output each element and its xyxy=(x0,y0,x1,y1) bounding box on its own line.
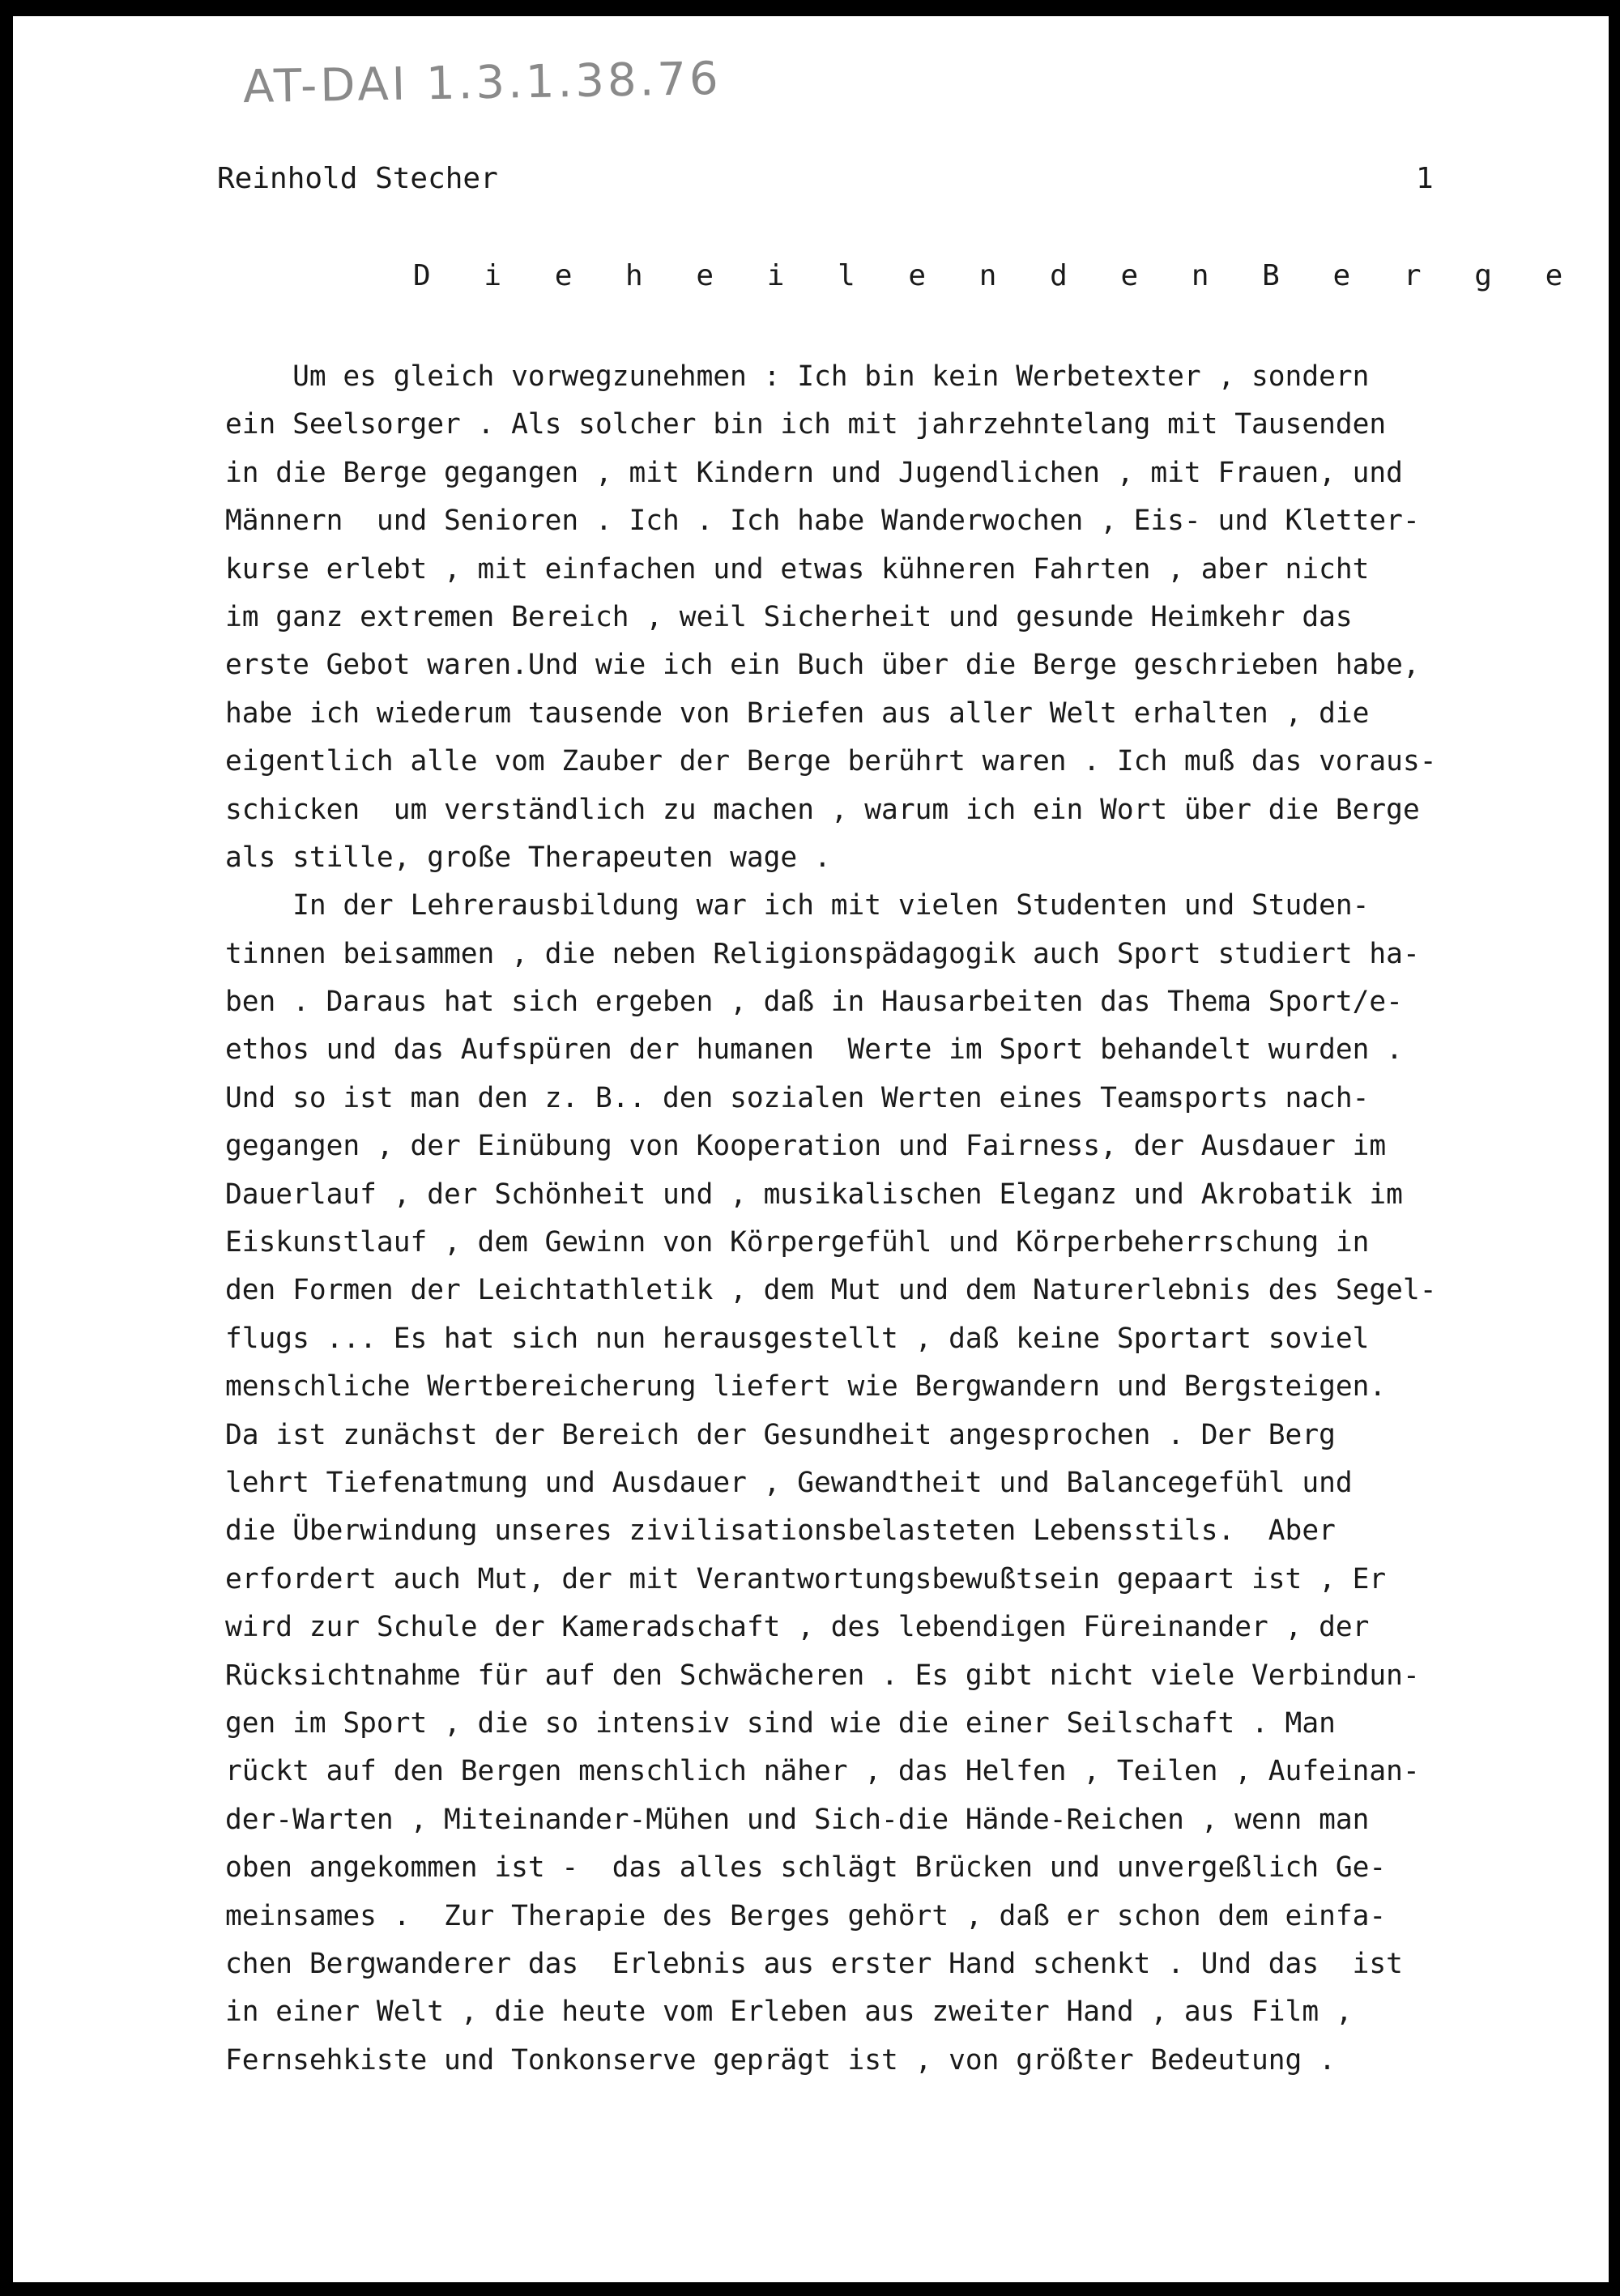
text-line: eigentlich alle vom Zauber der Berge berührt waren . Ich muß das voraus- xyxy=(225,745,1437,778)
text-line: in einer Welt , die heute vom Erleben aus zweiter Hand , aus Film , xyxy=(225,1996,1353,2029)
text-line: im ganz extremen Bereich , weil Sicherheit und gesunde Heimkehr das xyxy=(225,600,1353,633)
text-line: Da ist zunächst der Bereich der Gesundheit angesprochen . Der Berg xyxy=(225,1418,1336,1451)
text-line: ein Seelsorger . Als solcher bin ich mit jahrzehntelang mit Tausenden xyxy=(225,408,1387,441)
scan-border-bottom xyxy=(0,2282,1620,2296)
text-line: Eiskunstlauf , dem Gewinn von Körpergefühl und Körperbeherrschung in xyxy=(225,1226,1370,1259)
author-name: Reinhold Stecher xyxy=(217,162,498,195)
text-line: chen Bergwanderer das Erlebnis aus erster Hand schenkt . Und das ist xyxy=(225,1947,1403,1980)
text-line: In der Lehrerausbildung war ich mit vielen Studenten und Studen- xyxy=(225,889,1370,922)
scan-border-left xyxy=(0,0,13,2296)
archive-signature: AT-DAI 1.3.1.38.76 xyxy=(242,52,723,114)
text-line: erste Gebot waren.Und wie ich ein Buch über die Berge geschrieben habe, xyxy=(225,649,1420,682)
text-line: schicken um verständlich zu machen , warum ich ein Wort über die Berge xyxy=(225,793,1420,826)
text-line: als stille, große Therapeuten wage . xyxy=(225,841,831,874)
text-line: rückt auf den Bergen menschlich näher , das Helfen , Teilen , Aufeinan- xyxy=(225,1755,1420,1788)
text-line: flugs ... Es hat sich nun herausgestellt , daß keine Sportart soviel xyxy=(225,1322,1370,1355)
text-line: meinsames . Zur Therapie des Berges gehört , daß er schon dem einfa- xyxy=(225,1899,1387,1932)
text-line: erfordert auch Mut, der mit Verantwortungsbewußtsein gepaart ist , Er xyxy=(225,1562,1387,1595)
text-line: Fernsehkiste und Tonkonserve geprägt ist , von größter Bedeutung . xyxy=(225,2043,1336,2077)
text-line: Männern und Senioren . Ich . Ich habe Wanderwochen , Eis- und Kletter- xyxy=(225,505,1420,538)
text-line: oben angekommen ist - das alles schlägt Brücken und unvergeßlich Ge- xyxy=(225,1851,1387,1885)
text-line: Dauerlauf , der Schönheit und , musikalischen Eleganz und Akrobatik im xyxy=(225,1178,1403,1211)
text-line: die Überwindung unseres zivilisationsbelasteten Lebensstils. Aber xyxy=(225,1514,1336,1548)
page-number: 1 xyxy=(1416,162,1434,195)
text-line: ethos und das Aufspüren der humanen Werte im Sport behandelt wurden . xyxy=(225,1033,1403,1067)
text-line: gen im Sport , die so intensiv sind wie die einer Seilschaft . Man xyxy=(225,1706,1336,1740)
document-title: D i e h e i l e n d e n B e r g e xyxy=(413,259,1581,292)
text-line: Rücksichtnahme für auf den Schwächeren . Es gibt nicht viele Verbindun- xyxy=(225,1659,1420,1692)
text-line: Um es gleich vorwegzunehmen : Ich bin kein Werbetexter , sondern xyxy=(225,360,1370,393)
text-line: der-Warten , Miteinander-Mühen und Sich-die Hände-Reichen , wenn man xyxy=(225,1803,1370,1836)
text-line: menschliche Wertbereicherung liefert wie Bergwandern und Bergsteigen. xyxy=(225,1370,1387,1404)
text-line: gegangen , der Einübung von Kooperation und Fairness, der Ausdauer im xyxy=(225,1130,1387,1163)
text-line: den Formen der Leichtathletik , dem Mut und dem Naturerlebnis des Segel- xyxy=(225,1274,1437,1307)
body-text xyxy=(225,353,1602,2085)
scan-border-top xyxy=(0,0,1620,16)
text-line: in die Berge gegangen , mit Kindern und Jugendlichen , mit Frauen, und xyxy=(225,456,1403,489)
text-line: tinnen beisammen , die neben Religionspädagogik auch Sport studiert ha- xyxy=(225,937,1420,970)
text-line: lehrt Tiefenatmung und Ausdauer , Gewandtheit und Balancegefühl und xyxy=(225,1466,1353,1499)
text-line: kurse erlebt , mit einfachen und etwas kühneren Fahrten , aber nicht xyxy=(225,552,1370,586)
text-line: ben . Daraus hat sich ergeben , daß in Hausarbeiten das Thema Sport/e- xyxy=(225,986,1403,1019)
scan-border-right xyxy=(1609,0,1620,2296)
text-line: habe ich wiederum tausende von Briefen aus aller Welt erhalten , die xyxy=(225,696,1370,730)
text-line: Und so ist man den z. B.. den sozialen Werten eines Teamsports nach- xyxy=(225,1081,1370,1114)
text-line: wird zur Schule der Kameradschaft , des lebendigen Füreinander , der xyxy=(225,1611,1370,1644)
